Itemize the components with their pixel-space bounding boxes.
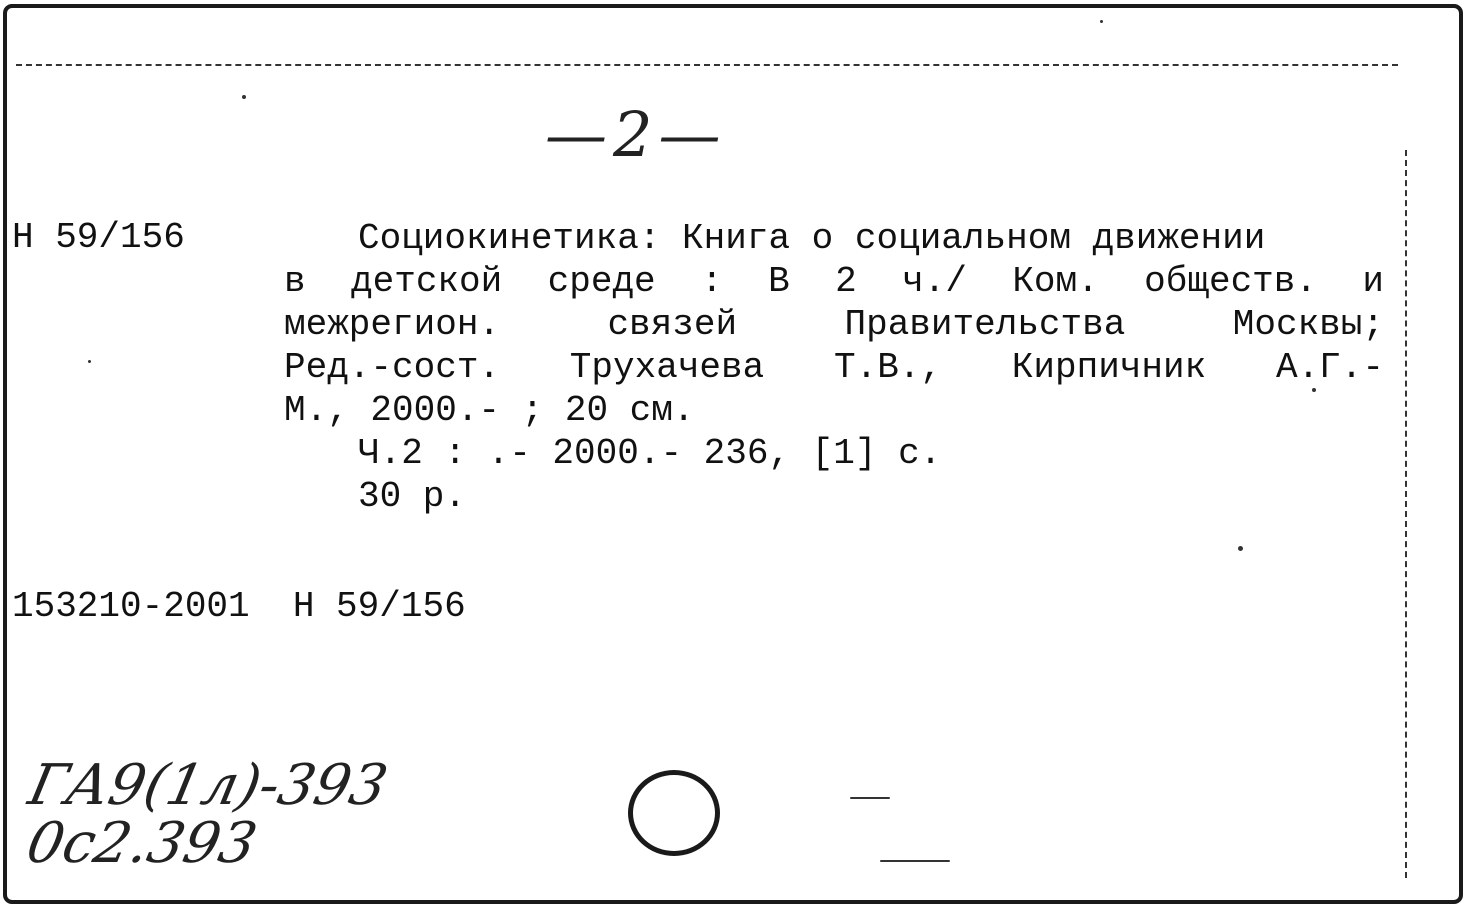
- entry-line: в детской среде : В 2 ч./ Ком. обществ. и: [284, 261, 1384, 302]
- speck: [1238, 546, 1243, 551]
- page-number: —2—: [545, 98, 727, 171]
- speck: [850, 797, 890, 799]
- entry-line: межрегион. связей Правительства Москвы;: [284, 304, 1384, 345]
- bibliographic-entry: [284, 217, 1384, 518]
- entry-line: 30 р.: [358, 476, 467, 517]
- entry-line: Ч.2 : .- 2000.- 236, [1] с.: [358, 433, 942, 474]
- speck: [880, 860, 950, 862]
- accession-number: 153210-2001 Н 59/156: [12, 586, 466, 627]
- entry-line: Социокинетика: Книга о социальном движении: [358, 218, 1266, 259]
- right-margin-line: [1405, 150, 1407, 878]
- entry-line: Ред.-сост. Трухачева Т.В., Кирпичник А.Г.-: [284, 347, 1384, 388]
- speck: [88, 360, 91, 363]
- entry-line: М., 2000.- ; 20 см.: [284, 390, 695, 431]
- handwritten-classification-2: 0с2.393: [21, 811, 263, 876]
- handwritten-classification: ГА9(1л)-393: [23, 753, 393, 818]
- shelf-mark: Н 59/156: [12, 217, 185, 258]
- speck: [242, 95, 246, 99]
- stamp-circle: [628, 770, 720, 856]
- speck: [1100, 20, 1103, 23]
- top-divider: [16, 64, 1398, 66]
- speck: [1312, 388, 1316, 392]
